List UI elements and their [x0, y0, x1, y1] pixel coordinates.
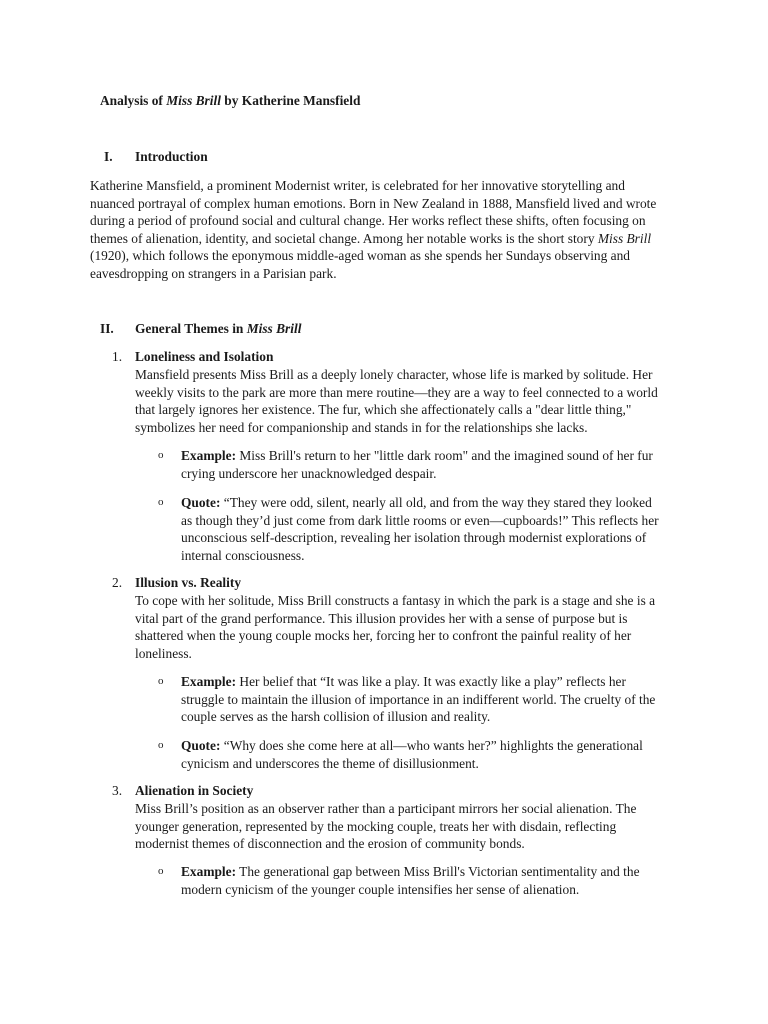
paragraph-line: nuanced portrayal of complex human emotions. Born in New Zealand in 1888, Mansfield lived and wrote [90, 195, 657, 211]
section-heading: Introduction [135, 149, 208, 164]
bullet-marker: o [158, 449, 164, 461]
section-heading-italic: Miss Brill [246, 321, 302, 336]
list-item-body [135, 800, 680, 853]
bullet-line [181, 673, 681, 691]
body-line: Mansfield presents Miss Brill as a deeply lonely character, whose life is marked by solitude. Her [135, 367, 653, 382]
list-item-body [135, 592, 680, 662]
paragraph-line [90, 230, 680, 248]
bullet-item [181, 447, 681, 482]
bullet-line [181, 737, 681, 755]
section-numeral: II. [100, 321, 114, 336]
bullet-line [181, 494, 681, 512]
bullet-item [181, 737, 681, 772]
bullet-label: Quote: [181, 495, 221, 510]
title-italic: Miss Brill [166, 93, 221, 108]
list-item-heading: Illusion vs. Reality [135, 575, 242, 590]
bullet-text: The generational gap between Miss Brill's Victorian sentimentality and the [236, 864, 640, 879]
bullet-marker: o [158, 496, 164, 508]
bullet-label: Quote: [181, 738, 221, 753]
bullet-text: Miss Brill's return to her "little dark room" and the imagined sound of her fur [236, 448, 653, 463]
title-suffix: by Katherine Mansfield [220, 93, 361, 108]
bullet-line: crying underscore her unacknowledged despair. [181, 465, 437, 481]
bullet-line: couple serves as the harsh collision of illusion and reality. [181, 709, 491, 725]
body-line: that largely ignores her existence. The fur, which she affectionately calls a "dear little thing," [135, 402, 632, 418]
title-prefix: Analysis of [100, 93, 167, 108]
bullet-line: cynicism and underscores the theme of disillusionment. [181, 755, 479, 771]
bullet-line: internal consciousness. [181, 547, 305, 563]
bullet-item [181, 673, 681, 726]
bullet-item [181, 494, 681, 564]
bullet-label: Example: [181, 674, 237, 689]
section-numeral: I. [104, 149, 113, 164]
body-line: younger generation, represented by the mocking couple, treats her with disdain, reflecting [135, 818, 617, 834]
body-line: vital part of the grand performance. This illusion provides her with a sense of purpose but is [135, 610, 628, 626]
section-heading-text: General Themes in [135, 321, 247, 336]
paragraph-line: (1920), which follows the eponymous middle-aged woman as she spends her Sundays observing and [90, 248, 630, 264]
bullet-text: “They were odd, silent, nearly all old, and from the way they stared they looked [220, 495, 652, 510]
body-line: Miss Brill’s position as an observer rather than a participant mirrors her social alienation. The [135, 801, 637, 816]
document-title [100, 92, 360, 110]
body-line: To cope with her solitude, Miss Brill constructs a fantasy in which the park is a stage and she is a [135, 593, 656, 608]
list-item-heading: Loneliness and Isolation [135, 349, 274, 364]
list-item-body [135, 366, 680, 436]
bullet-label: Example: [181, 448, 237, 463]
body-line: shattered when the young couple mocks her, forcing her to confront the painful reality of her [135, 628, 632, 644]
paragraph-line: Katherine Mansfield, a prominent Modernist writer, is celebrated for her innovative storytelling and [90, 178, 625, 193]
body-line: weekly visits to the park are more than mere routine—they are a way to feel connected to a world [135, 384, 658, 400]
bullet-marker: o [158, 739, 164, 751]
paragraph-italic: Miss Brill [597, 230, 652, 246]
bullet-line [181, 863, 681, 881]
paragraph-text: themes of alienation, identity, and societal change. Among her notable works is the short story [90, 230, 598, 246]
bullet-text: “Why does she come here at all—who wants her?” highlights the generational [220, 738, 643, 753]
bullet-marker: o [158, 865, 164, 877]
bullet-label: Example: [181, 864, 237, 879]
body-line: loneliness. [135, 645, 192, 661]
intro-paragraph [90, 177, 680, 283]
list-number: 1. [112, 349, 123, 364]
bullet-line: as though they’d just come from dark little rooms or even—cupboards!” This reflects her [181, 512, 659, 528]
bullet-line: struggle to maintain the illusion of importance in an indifferent world. The cruelty of the [181, 691, 656, 707]
bullet-item [181, 863, 681, 898]
bullet-text: Her belief that “It was like a play. It was exactly like a play” reflects her [236, 674, 626, 689]
list-number: 3. [112, 783, 123, 798]
list-number: 2. [112, 575, 123, 590]
list-item-heading: Alienation in Society [135, 783, 254, 798]
paragraph-line: during a period of profound social and cultural change. Her works reflect these shifts, often focusing on [90, 213, 646, 229]
bullet-marker: o [158, 675, 164, 687]
paragraph-line: eavesdropping on strangers in a Parisian park. [90, 265, 337, 281]
bullet-line: modern cynicism of the younger couple intensifies her sense of alienation. [181, 881, 580, 897]
bullet-line [181, 447, 681, 465]
body-line: symbolizes her need for companionship and stands in for the relationships she lacks. [135, 419, 588, 435]
body-line: modernist themes of disconnection and the erosion of community bonds. [135, 836, 525, 852]
section-heading [135, 320, 301, 338]
bullet-line: unconscious self-description, revealing her isolation through modernist explorations of [181, 530, 647, 546]
